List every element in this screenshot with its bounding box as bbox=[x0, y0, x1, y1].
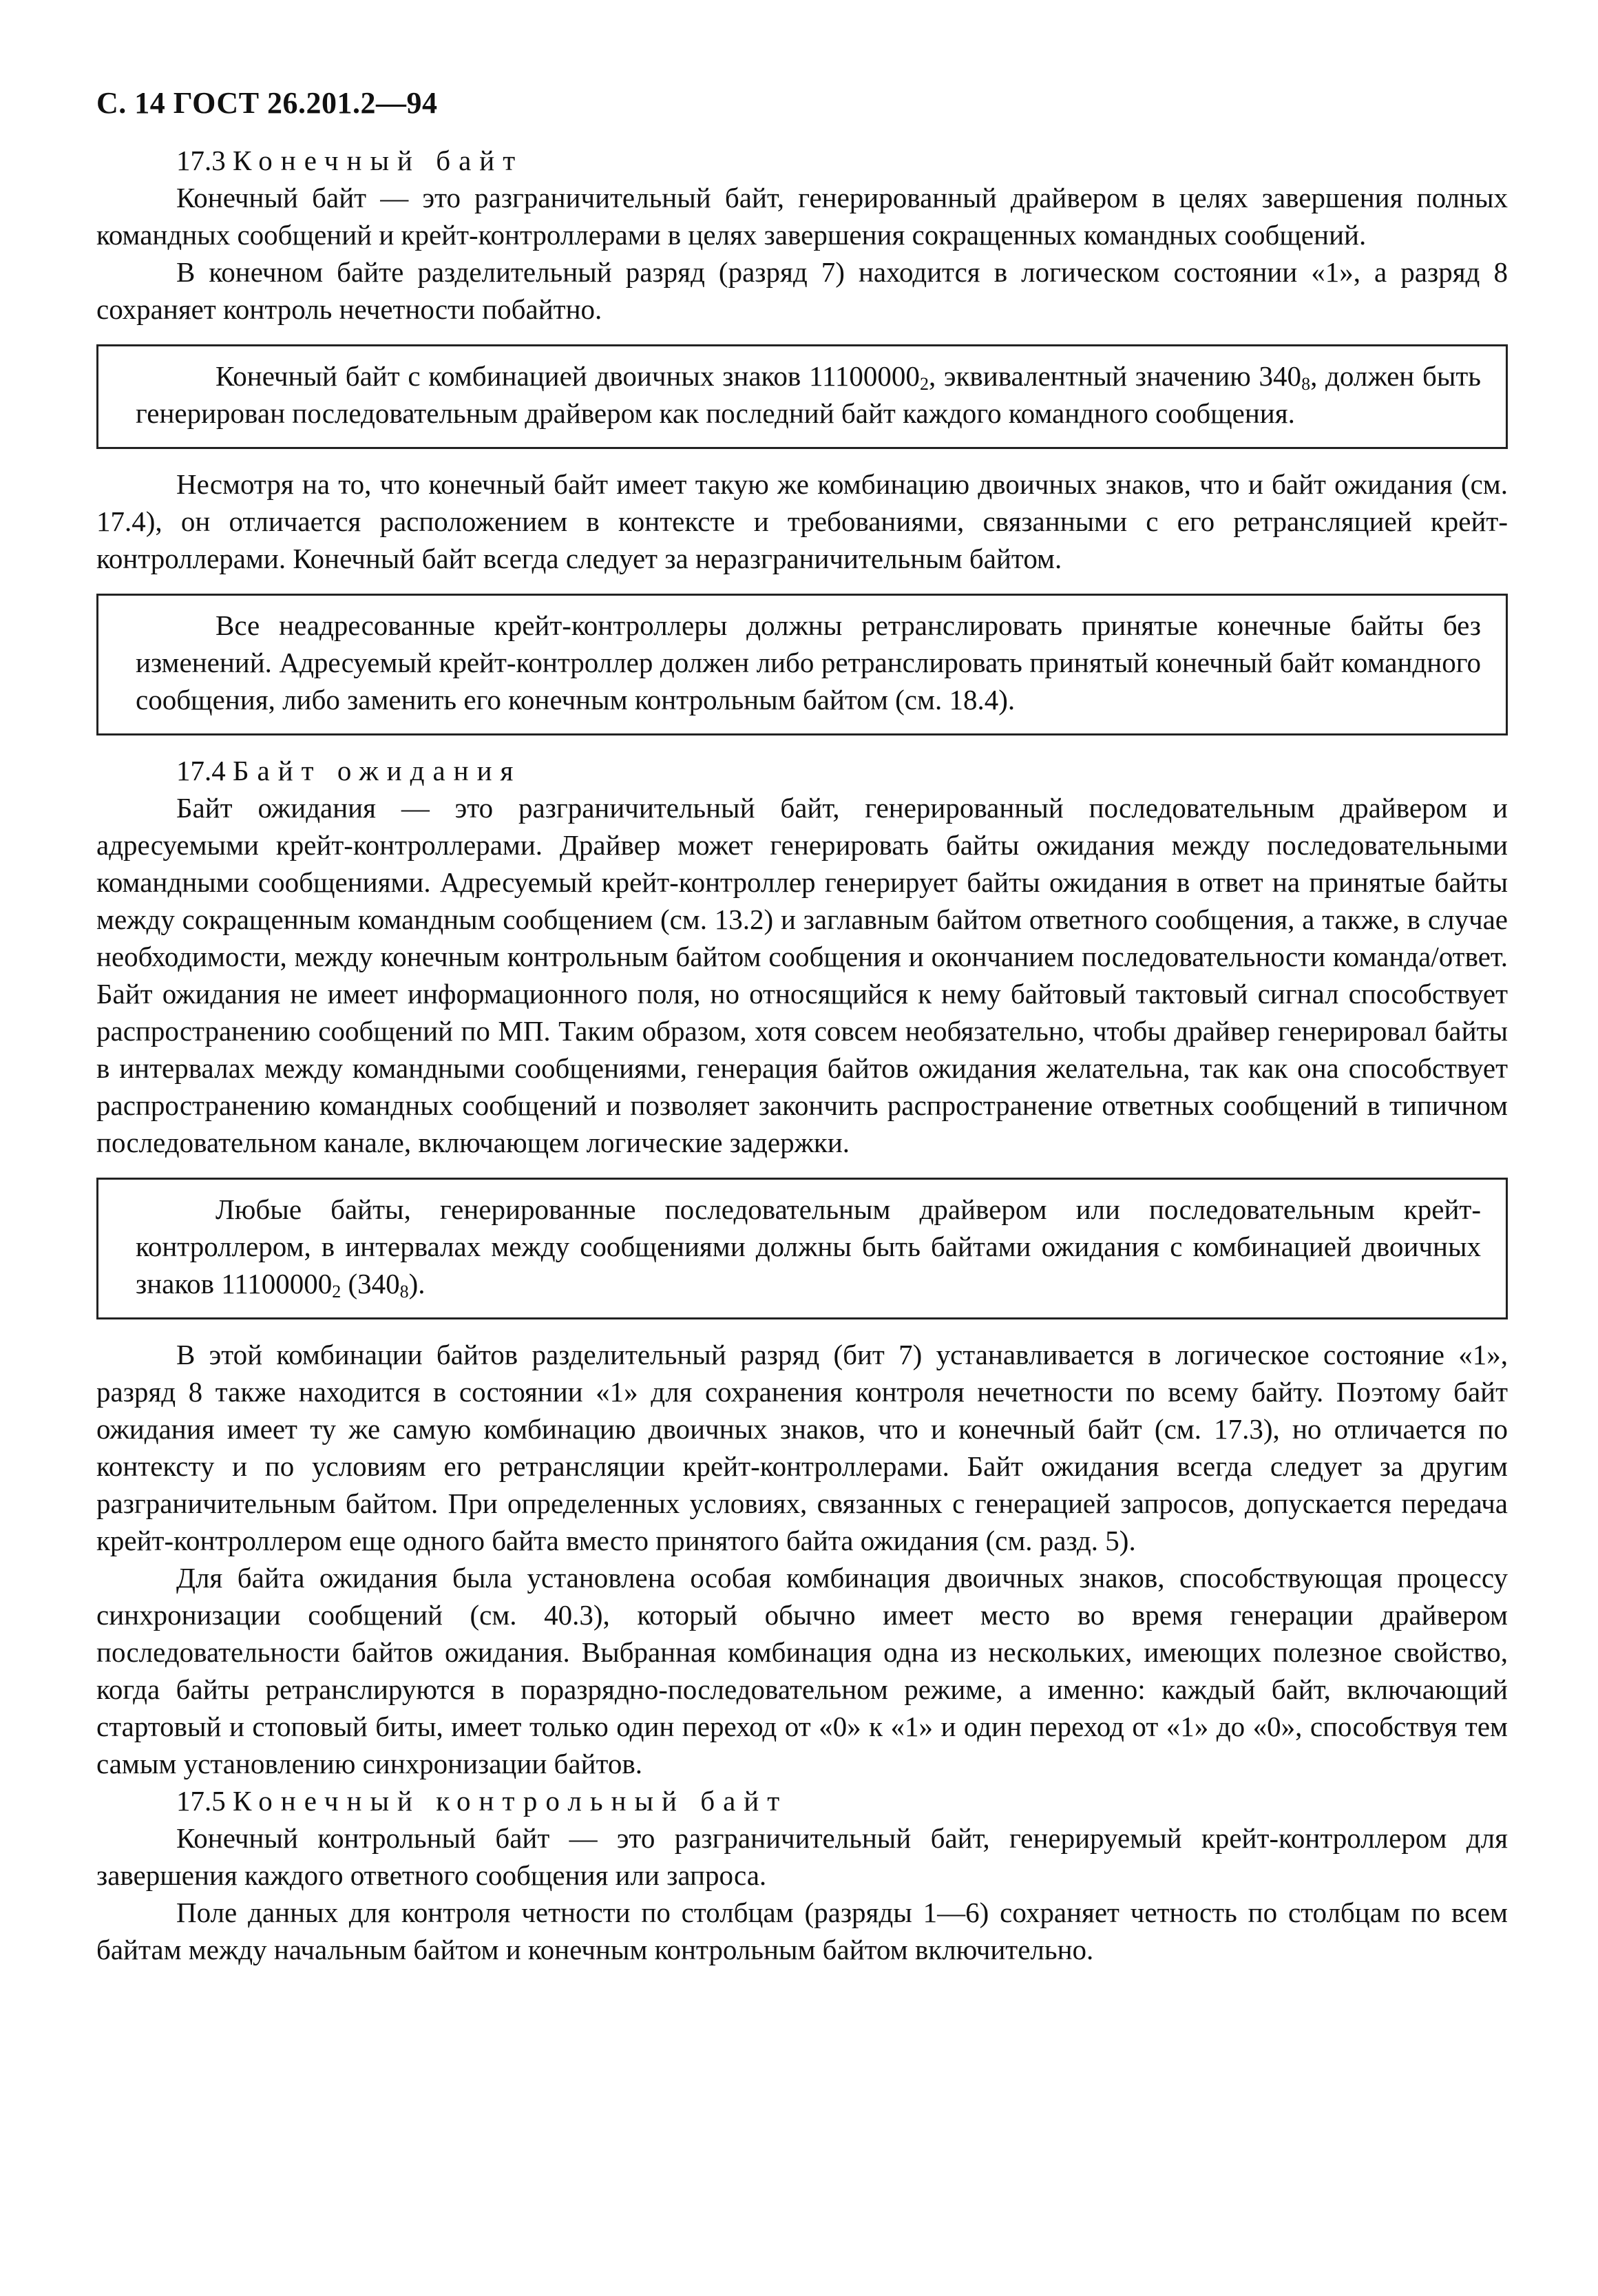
section-17-3-paragraph-3: Несмотря на то, что конечный байт имеет такую же комбинацию двоичных знаков, что и байт ожидания (см. 17.4), он отличается расположением в контексте и требованиями, связанными с его ретрансляцией крейт-контроллерами. Конечный байт всегда следует за неразграничительным байтом. bbox=[96, 468, 1508, 574]
section-17-4-paragraph-2: В этой комбинации байтов разделительный разряд (бит 7) устанавливается в логическое состояние «1», разряд 8 также находится в состоянии «1» для сохранения контроля нечетности по всему байту. Поэтому байт ожидания имеет ту же самую комбинацию двоичных знаков, что и конечный байт (см. 17.3), но отличается по контексту и по условиям его ретрансляции крейт-контроллерами. Байт ожидания всегда следует за другим разграничительным байтом. При определенных условиях, связанных с генерацией запросов, допускается передача крейт-контроллером еще одного байта вместо принятого байта ожидания (см. разд. 5). bbox=[96, 1339, 1508, 1556]
requirement-box-2 bbox=[96, 594, 1508, 735]
box1-text-part-3: , должен быть генерирован последовательным драйвером как последний байт каждого командного сообщения. bbox=[136, 360, 1482, 429]
box3-text-part-1: Любые байты, генерированные последовательным драйвером или последовательным крейт-контроллером, в интервалах между сообщениями должны быть байтами ожидания с комбинацией двоичных знаков 11100000 bbox=[136, 1193, 1481, 1300]
section-17-5-heading: Конечный контрольный байт bbox=[233, 1785, 788, 1817]
box1-subscript-1: 2 bbox=[919, 374, 929, 394]
section-17-5-number: 17.5 bbox=[176, 1785, 226, 1817]
box3-subscript-2: 8 bbox=[399, 1282, 409, 1302]
box3-text-part-3: ). bbox=[408, 1268, 425, 1300]
section-17-5-paragraph-1: Конечный контрольный байт — это разграничительный байт, генерируемый крейт-контроллером для завершения каждого ответного сообщения или запроса. bbox=[96, 1822, 1508, 1891]
section-17-5-title bbox=[96, 1782, 1508, 1819]
document-page bbox=[96, 83, 1508, 1968]
section-17-3-paragraph-1: Конечный байт — это разграничительный байт, генерированный драйвером в целях завершения полных командных сообщений и крейт-контроллерами в целях завершения сокращенных командных сообщений. bbox=[96, 182, 1508, 251]
box3-text-part-2: (340 bbox=[341, 1268, 400, 1300]
box1-text-part-1: Конечный байт с комбинацией двоичных знаков 11100000 bbox=[215, 360, 920, 392]
requirement-box-1-text bbox=[136, 357, 1481, 432]
section-17-3-title bbox=[96, 142, 1508, 179]
requirement-box-3 bbox=[96, 1178, 1508, 1319]
section-17-3-heading: Конечный байт bbox=[233, 145, 524, 176]
section-17-4-heading: Байт ожидания bbox=[233, 755, 522, 786]
section-17-3-number: 17.3 bbox=[176, 145, 226, 176]
section-17-4-number: 17.4 bbox=[176, 755, 226, 786]
box1-subscript-2: 8 bbox=[1301, 374, 1311, 394]
section-17-4-paragraph-1: Байт ожидания — это разграничительный байт, генерированный последовательным драйвером и адресуемыми крейт-контроллерами. Драйвер может генерировать байты ожидания между последовательными командными сообщениями. Адресуемый крейт-контроллер генерирует байты ожидания в ответ на принятые байты между сокращенным командным сообщением (см. 13.2) и заглавным байтом ответного сообщения, а также, в случае необходимости, между конечным контрольным байтом сообщения и окончанием последовательности команда/ответ. Байт ожидания не имеет информационного поля, но относящийся к нему байтовый тактовый сигнал способствует распространению сообщений по МП. Таким образом, хотя совсем необязательно, чтобы драйвер генерировал байты в интервалах между командными сообщениями, генерация байтов ожидания желательна, так как она способствует распространению командных сообщений и позволяет закончить распространение ответных сообщений в типичном последовательном канале, включающем логические задержки. bbox=[96, 792, 1508, 1158]
requirement-box-2-text: Все неадресованные крейт-контроллеры должны ретранслировать принятые конечные байты без изменений. Адресуемый крейт-контроллер должен либо ретранслировать принятый конечный байт командного сообщения, либо заменить его конечным контрольным байтом (см. 18.4). bbox=[136, 609, 1481, 716]
box1-text-part-2: , эквивалентный значению 340 bbox=[928, 360, 1302, 392]
section-17-4-paragraph-3: Для байта ожидания была установлена особая комбинация двоичных знаков, способствующая процессу синхронизации сообщений (см. 40.3), который обычно имеет место во время генерации драйвером последовательности байтов ожидания. Выбранная комбинация одна из нескольких, имеющих полезное свойство, когда байты ретранслируются в поразрядно-последовательном режиме, а именно: каждый байт, включающий стартовый и стоповый биты, имеет только один переход от «0» к «1» и один переход от «1» до «0», способствуя тем самым установлению синхронизации байтов. bbox=[96, 1562, 1508, 1780]
box3-subscript-1: 2 bbox=[332, 1282, 341, 1302]
section-17-4-title bbox=[96, 752, 1508, 789]
requirement-box-1 bbox=[96, 344, 1508, 449]
requirement-box-3-text bbox=[136, 1191, 1481, 1302]
section-17-5-paragraph-2: Поле данных для контроля четности по столбцам (разряды 1—6) сохраняет четность по столбцам по всем байтам между начальным байтом и конечным контрольным байтом включительно. bbox=[96, 1897, 1508, 1965]
section-17-3-paragraph-2: В конечном байте разделительный разряд (разряд 7) находится в логическом состоянии «1», а разряд 8 сохраняет контроль нечетности побайтно. bbox=[96, 256, 1508, 325]
page-header: С. 14 ГОСТ 26.201.2—94 bbox=[96, 86, 438, 120]
